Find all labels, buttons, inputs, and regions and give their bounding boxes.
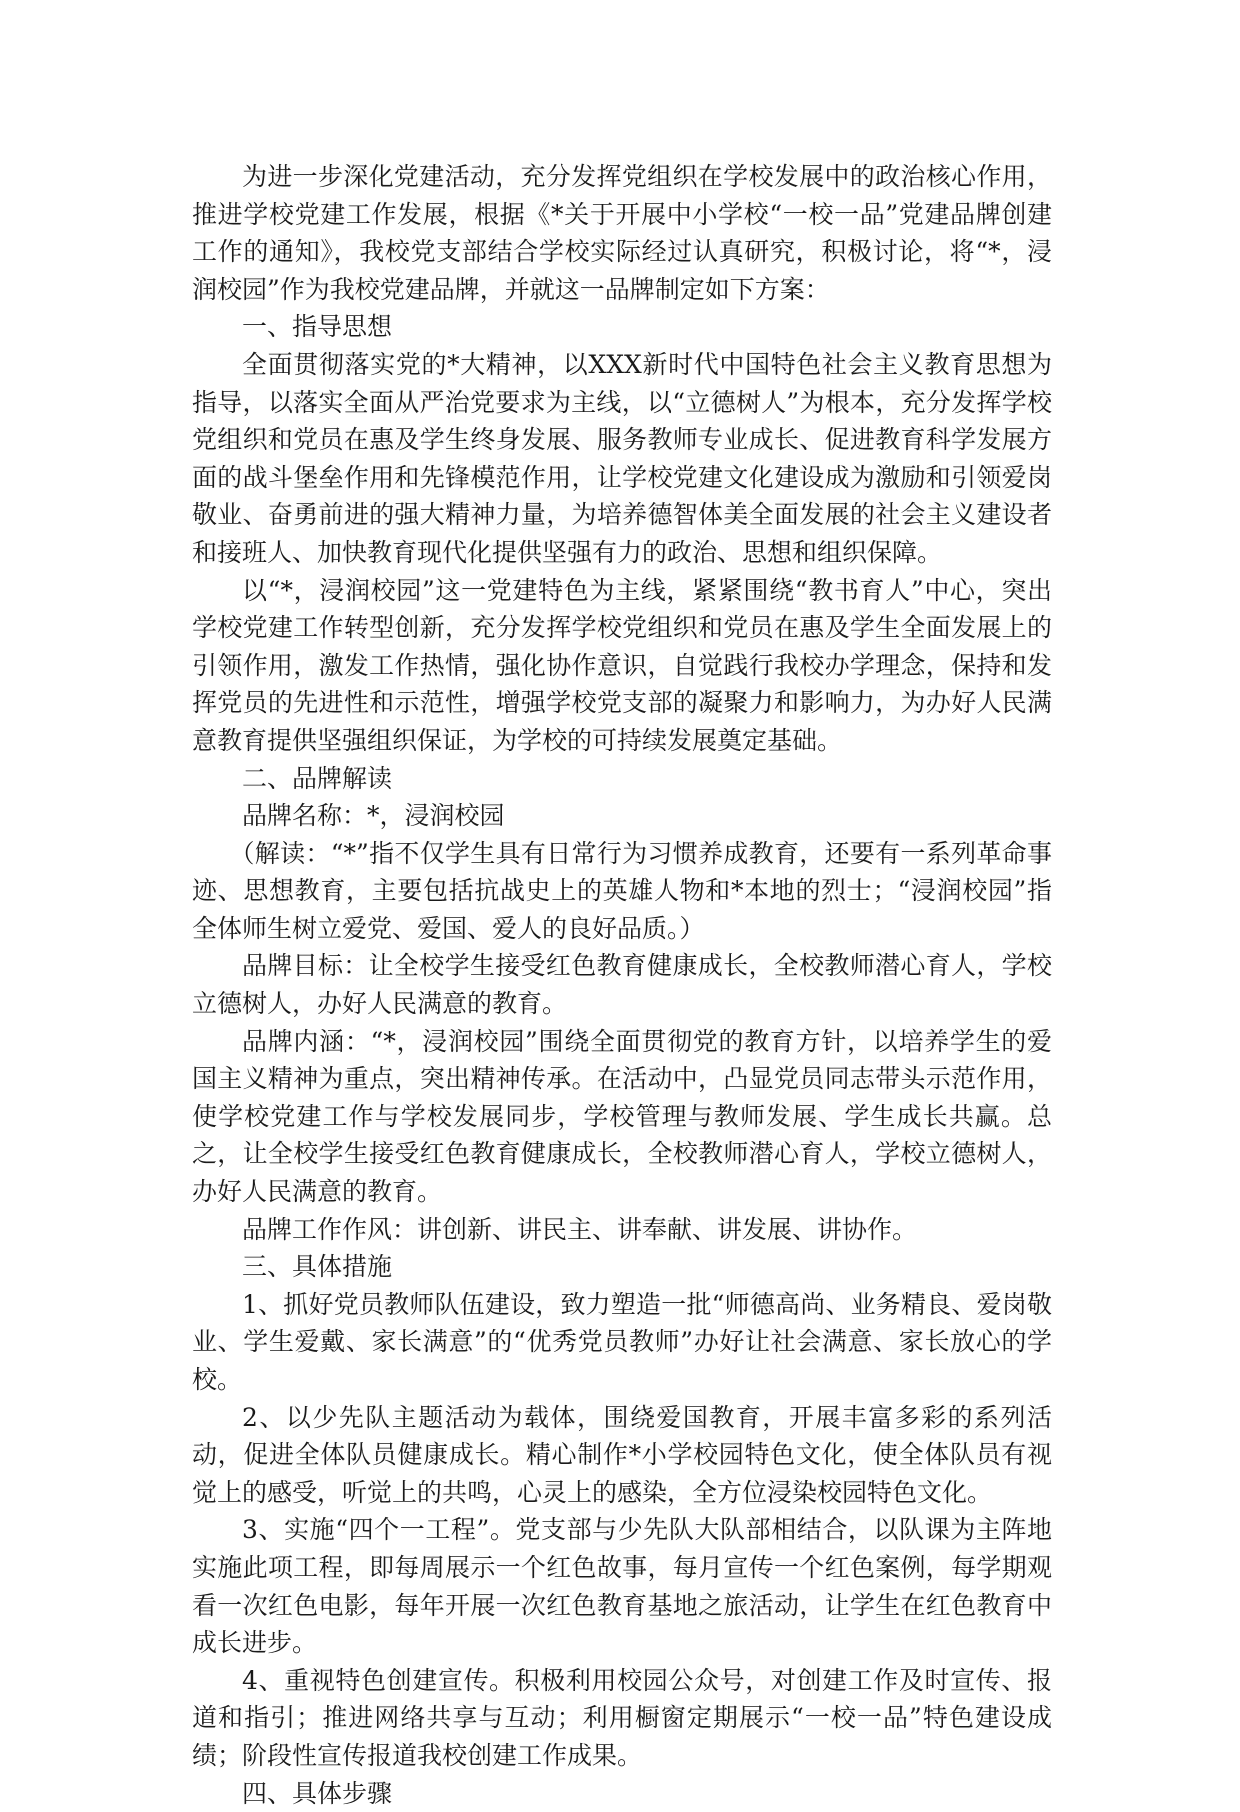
brand-work-style-line: 品牌工作作风：讲创新、讲民主、讲奉献、讲发展、讲协作。: [242, 1214, 918, 1244]
brand-goal-paragraph: 品牌目标：让全校学生接受红色教育健康成长，全校教师潜心育人，学校立德树人，办好人民满意的教育。: [192, 951, 1052, 1019]
intro-paragraph: 为进一步深化党建活动，充分发挥党组织在学校发展中的政治核心作用，推进学校党建工作发展，根据《*关于开展中小学校“一校一品”党建品牌创建工作的通知》，我校党支部结合学校实际经过认真研究，积极讨论，将“*，浸润校园”作为我校党建品牌，并就这一品牌制定如下方案：: [192, 162, 1052, 304]
section-heading-measures: 三、具体措施: [242, 1252, 393, 1282]
body-paragraph: 全面贯彻落实党的*大精神，以XXX新时代中国特色社会主义教育思想为指导，以落实全面从严治党要求为主线，以“立德树人”为根本，充分发挥学校党组织和党员在惠及学生终身发展、服务教师专业成长、促进教育科学发展方面的战斗堡垒作用和先锋模范作用，让学校党建文化建设成为激励和引领爱岗敬业、奋勇前进的强大精神力量，为培养德智体美全面发展的社会主义建设者和接班人、加快教育现代化提供坚强有力的政治、思想和组织保障。: [192, 349, 1052, 567]
measure-item-2: 2、以少先队主题活动为载体，围绕爱国教育，开展丰富多彩的系列活动，促进全体队员健康成长。精心制作*小学校园特色文化，使全体队员有视觉上的感受，听觉上的共鸣，心灵上的感染，全方位浸染校园特色文化。: [192, 1402, 1052, 1507]
measure-item-3: 3、实施“四个一工程”。党支部与少先队大队部相结合，以队课为主阵地实施此项工程，即每周展示一个红色故事，每月宣传一个红色案例，每学期观看一次红色电影，每年开展一次红色教育基地之旅活动，让学生在红色教育中成长进步。: [192, 1515, 1052, 1658]
document-body: [192, 158, 1052, 1812]
section-heading-brand-interpretation: 二、品牌解读: [242, 763, 393, 793]
section-heading-steps: 四、具体步骤: [242, 1778, 393, 1808]
measure-item-4: 4、重视特色创建宣传。积极利用校园公众号，对创建工作及时宣传、报道和指引；推进网络共享与互动；利用橱窗定期展示“一校一品”特色建设成绩；阶段性宣传报道我校创建工作成果。: [192, 1665, 1052, 1770]
measure-item-1: 1、抓好党员教师队伍建设，致力塑造一批“师德高尚、业务精良、爱岗敬业、学生爱戴、家长满意”的“优秀党员教师”办好让社会满意、家长放心的学校。: [192, 1289, 1052, 1394]
brand-name-line: 品牌名称：*，浸润校园: [242, 801, 505, 831]
brand-connotation-paragraph: 品牌内涵：“*，浸润校园”围绕全面贯彻党的教育方针，以培养学生的爱国主义精神为重点，突出精神传承。在活动中，凸显党员同志带头示范作用，使学校党建工作与学校发展同步，学校管理与教师发展、学生成长共赢。总之，让全校学生接受红色教育健康成长，全校教师潜心育人，学校立德树人，办好人民满意的教育。: [192, 1026, 1052, 1207]
body-paragraph: 以“*，浸润校园”这一党建特色为主线，紧紧围绕“教书育人”中心，突出学校党建工作转型创新，充分发挥学校党组织和党员在惠及学生全面发展上的引领作用，激发工作热情，强化协作意识，自觉践行我校办学理念，保持和发挥党员的先进性和示范性，增强学校党支部的凝聚力和影响力，为办好人民满意教育提供坚强组织保证，为学校的可持续发展奠定基础。: [192, 575, 1052, 755]
brand-explanation-paragraph: （解读：“*”指不仅学生具有日常行为习惯养成教育，还要有一系列革命事迹、思想教育，主要包括抗战史上的英雄人物和*本地的烈士；“浸润校园”指全体师生树立爱党、爱国、爱人的良好品质。）: [192, 838, 1052, 943]
section-heading-guiding-ideology: 一、指导思想: [242, 312, 393, 342]
